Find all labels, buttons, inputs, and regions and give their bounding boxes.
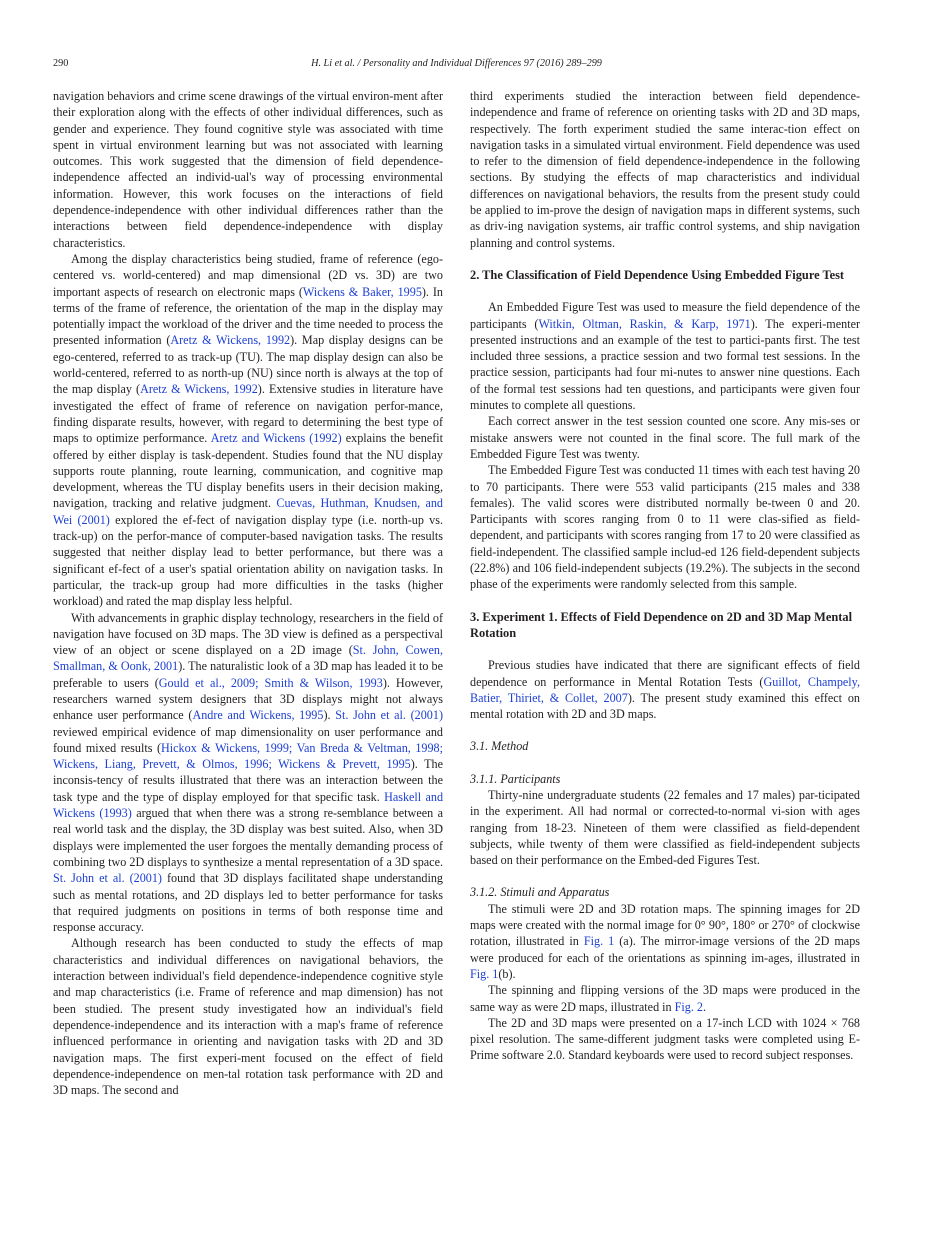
- paragraph-display-characteristics: Among the display characteristics being studied, frame of reference (ego-centered vs. world-centered) and map dimensional (2D vs. 3D) are two important aspects of research on electronic maps (Wickens & Baker, 1995). In terms of the frame of reference, the orientation of the map in the display may potentially impact the workload of the driver and the time needed to process the presented information (Aretz & Wickens, 1992). Map display designs can be ego-centered, referred to as track-up (TU). The map display design can also be world-centered, referred to as north-up (NU) since north is always at the top of the map display (Aretz & Wickens, 1992). Extensive studies in literature have investigated the effect of frame of reference on navigation perfor-mance, finding disparate results, however, with regard to determining the best type of maps to optimize performance. Aretz and Wickens (1992) explains the benefit offered by either display is task-dependent. Studies found that the NU display supports route planning, route learning, communication, and cognitive map development, whereas the TU display benefits users in their decision making, navigation, tracking and relative judgment. Cuevas, Huthman, Knudsen, and Wei (2001) explored the ef-fect of navigation display type (i.e. north-up vs. track-up) on the perfor-mance of computer-based navigation tasks. The results suggested that neither display lead to better performance, but there was a significant ef-fect of a user's spatial orientation ability on navigation tasks. In particular, the track-up group had more difficulties in the tasks (higher workload) and rated the map display less helpful.: [53, 251, 444, 609]
- subsection-heading-3-1-2: 3.1.2. Stimuli and Apparatus: [470, 885, 610, 900]
- citation-link[interactable]: Andre and Wickens, 1995: [192, 708, 324, 723]
- paragraph-embedded-figure-test: An Embedded Figure Test was used to measure the field dependence of the participants (Witkin, Oltman, Raskin, & Karp, 1971). The experi-menter presented instructions and an example of the test to partici-pants first. The test included three sessions, a practice session and two formal test sessions. In the practice session, participants had four mi-nutes to answer nine questions. Each of the formal test sessions had ten questions, and participants were given four minutes to complete all questions.: [470, 300, 861, 413]
- journal-reference: H. Li et al. / Personality and Individual Differences 97 (2016) 289–299: [311, 58, 602, 69]
- paragraph-continuation: navigation behaviors and crime scene drawings of the virtual environ-ment after their exploration along with the effects of other individual differences, such as gender and experience. They found cognitive style was associated with time spent in virtual environment learning but was not associated with learning outcomes. This work suggested that the dimension of field dependence-independence affected an individ-ual's way of processing environmental information. However, this work focuses on the interactions of field dependence-independence with other individual differences rather than the interactions between field dependence-independence with display characteristics.: [53, 89, 443, 250]
- citation-link[interactable]: Wickens & Baker, 1995: [302, 284, 422, 299]
- figure-link[interactable]: Fig. 1: [470, 966, 499, 981]
- section-heading-3: 3. Experiment 1. Effects of Field Dependence on 2D and 3D Map Mental Rotation: [470, 609, 853, 640]
- citation-link[interactable]: St. John et al. (2001): [53, 871, 162, 886]
- paragraph-sample: The Embedded Figure Test was conducted 11 times with each test having 20 to 70 participants. There were 553 valid participants (215 males and 338 females). The valid scores were distributed normally be-tween 0 and 20. Participants with scores ranging from 0 to 11 were clas-sified as field-dependent, and participants with scores ranging from 17 to 20 were classified as field-independent. The classified sample includ-ed 126 field-dependent subjects (22.8%) and 106 field-independent subjects (19.2%). The subjects in the second phase of the experiments were randomly selected from this sample.: [470, 463, 860, 592]
- running-header: [53, 57, 860, 71]
- paragraph-present-study: Although research has been conducted to study the effects of map characteristics and individual differences on navigational behaviors, the interaction between individual's field dependence-independence cognitive style and map characteristics (i.e. Frame of reference and map dimension) has not been studied. The present study investigated how an individual's field dependence-independence and its interaction with a map's frame of reference influenced performance in orienting and navigation tasks with 2D and 3D navigation maps. The first experi-ment focused on the effect of field dependence-independence on men-tal rotation task performance with 2D and 3D maps. The second and: [53, 936, 443, 1098]
- paragraph-3d-maps: With advancements in graphic display technology, researchers in the field of navigation have focused on 3D maps. The 3D view is defined as a perspectival view of an object or scene displayed on a 2D image (St. John, Cowen, Smallman, & Oonk, 2001). The naturalistic look of a 3D map has leaded it to be preferable to users (Gould et al., 2009; Smith & Wilson, 1993). However, researchers warned system designers that 3D displays might not always enhance user performance (Andre and Wickens, 1995). St. John et al. (2001) reviewed empirical evidence of map dimensionality on user performance and found mixed results (Hickox & Wickens, 1999; Van Breda & Veltman, 1998; Wickens, Liang, Prevett, & Olmos, 1996; Wickens & Prevett, 1995). The inconsis-tency of results illustrated that there was an interaction between the task type and the type of display employed for that specific task. Haskell and Wickens (1993) argued that when there was a strong re-semblance between a real world task and the display, the 3D display was best suited. Also, when 3D displays were implemented the user forgoes the mentally demanding process of combining two 2D displays to synthesize a mental representation of a 3D space. St. John et al. (2001) found that 3D displays facilitated shape understanding such as mental rotations, and 2D displays led to better performance for tasks that required judgments on positions in terms of both response time and response accuracy.: [53, 610, 444, 935]
- citation-link[interactable]: Guillot, Champely, Batier, Thiriet, & Collet, 2007: [470, 674, 860, 705]
- paragraph-continuation: third experiments studied the interaction between field dependence-independence and frame of reference on orienting tasks with 2D and 3D maps, respectively. The forth experiment studied the same interac-tion effect on navigation tasks in a simulated virtual environment. Field dependence was used to refer to the dimension of field dependence-independence in the following sections. By studying the effects of map characteristics and individual differences on navigational behaviors, the results from the present study could be applied to im-prove the design of navigation maps in different systems, such as driv-ing navigation systems, air traffic control systems, and ship navigation planning and control systems.: [470, 89, 860, 250]
- citation-link[interactable]: Aretz and Wickens (1992): [210, 431, 342, 446]
- right-column: [470, 88, 860, 1064]
- left-column: [53, 88, 443, 1098]
- paragraph-scoring: Each correct answer in the test session counted one score. Any mis-ses or mistake answers were not counted in the final score. The full mark of the Embedded Figure Test was twenty.: [470, 414, 860, 461]
- paragraph-experiment-1-intro: Previous studies have indicated that there are significant effects of field dependence on performance in Mental Rotation Tests (Guillot, Champely, Batier, Thiriet, & Collet, 2007). The present study examined this effect on mental rotation with 2D and 3D maps.: [470, 658, 860, 722]
- figure-link[interactable]: Fig. 1: [583, 934, 615, 949]
- section-heading-2: 2. The Classification of Field Dependence Using Embedded Figure Test: [470, 267, 845, 282]
- paragraph-3d-versions: The spinning and flipping versions of the 3D maps were produced in the same way as were 2D maps, illustrated in Fig. 2.: [470, 983, 860, 1014]
- citation-link[interactable]: Aretz & Wickens, 1992: [170, 333, 291, 348]
- subsection-heading-3-1-1: 3.1.1. Participants: [470, 771, 561, 786]
- page-number: 290: [53, 58, 69, 69]
- figure-link[interactable]: Fig. 2: [674, 999, 703, 1014]
- citation-link[interactable]: St. John et al. (2001): [335, 708, 443, 723]
- citation-link[interactable]: St. John, Cowen, Smallman, & Oonk, 2001: [53, 643, 443, 674]
- citation-link[interactable]: Aretz & Wickens, 1992: [140, 382, 258, 397]
- paragraph-apparatus: The 2D and 3D maps were presented on a 17-inch LCD with 1024 × 768 pixel resolution. The same-different judgment tasks were completed using E-Prime software 2.0. Standard keyboards were used to record subject responses.: [470, 1015, 860, 1063]
- paragraph-stimuli: The stimuli were 2D and 3D rotation maps. The spinning images for 2D maps were created with the normal image for 0° 90°, 180° or 270° of clockwise rotation, illustrated in Fig. 1 (a). The mirror-image versions of the 2D maps were produced for each of the orientations as spinning im-ages, illustrated in Fig. 1(b).: [470, 901, 860, 981]
- citation-link[interactable]: Haskell and Wickens (1993): [53, 789, 444, 821]
- citation-link[interactable]: Hickox & Wickens, 1999; Van Breda & Veltman, 1998; Wickens, Liang, Prevett, & Olmos, 1996; Wickens & Prevett, 1995: [53, 740, 443, 772]
- paragraph-participants: Thirty-nine undergraduate students (22 females and 17 males) par-ticipated in the experiment. All had normal or corrected-to-normal vi-sion with ages ranging from 18-23. Nineteen of them were classified as field-dependent subjects, while twenty of them were classified as field-independent subjects based on their performance on the Embed-ded Figures Test.: [470, 787, 860, 868]
- subsection-heading-3-1: 3.1. Method: [470, 739, 529, 754]
- citation-link[interactable]: Gould et al., 2009; Smith & Wilson, 1993: [158, 675, 383, 690]
- citation-link[interactable]: Witkin, Oltman, Raskin, & Karp, 1971: [538, 316, 751, 331]
- citation-link[interactable]: Cuevas, Huthman, Knudsen, and Wei (2001): [53, 496, 444, 527]
